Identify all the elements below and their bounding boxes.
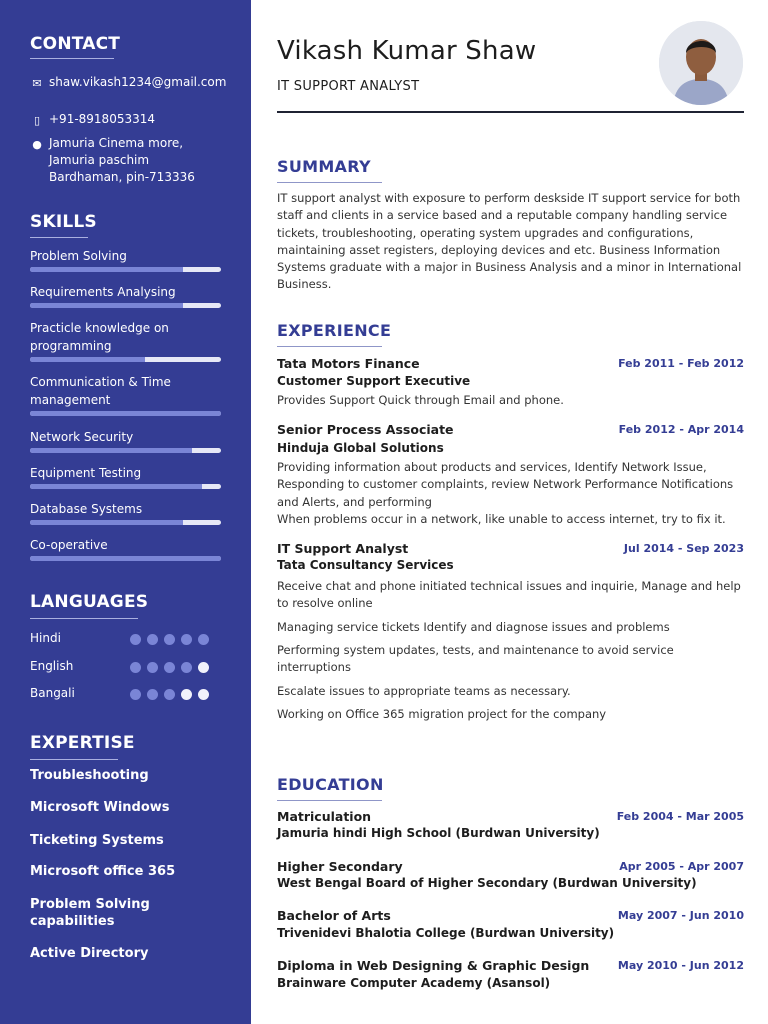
- contact-address-text: Jamuria Cinema more, Jamuria paschim Bardhaman, pin-713336: [49, 136, 195, 184]
- education-dates: Apr 2005 - Apr 2007: [619, 860, 744, 873]
- rating-dot-filled: [164, 689, 175, 700]
- job-dates: Feb 2012 - Apr 2014: [618, 423, 744, 436]
- rating-dot-filled: [130, 634, 141, 645]
- profile-photo: [659, 21, 743, 105]
- candidate-name: Vikash Kumar Shaw: [277, 36, 537, 66]
- skill-bar: [30, 520, 221, 525]
- language-label: Hindi: [30, 631, 61, 645]
- skill-bar-fill: [30, 556, 221, 561]
- job-detail: When problems occur in a network, like unable to access internet, try to fix it.: [277, 512, 726, 526]
- skills-heading: SKILLS: [30, 212, 97, 232]
- skill-item: [30, 428, 222, 453]
- skill-label: Practicle knowledge on programming: [30, 321, 169, 353]
- job-title: Tata Motors Finance: [277, 356, 420, 371]
- language-rating: [130, 689, 215, 703]
- experience-heading: EXPERIENCE: [277, 321, 392, 340]
- skills-heading-rule: [30, 237, 88, 238]
- language-row: [30, 659, 225, 677]
- summary-heading: SUMMARY: [277, 157, 371, 176]
- expertise-item: Ticketing Systems: [30, 833, 164, 848]
- expertise-item: Microsoft office 365: [30, 864, 176, 879]
- job-company: Customer Support Executive: [277, 374, 471, 388]
- rating-dot-filled: [130, 689, 141, 700]
- skill-label: Network Security: [30, 430, 134, 444]
- expertise-item: Microsoft Windows: [30, 800, 170, 815]
- skill-bar-fill: [30, 411, 221, 416]
- language-label: English: [30, 659, 74, 673]
- rating-dot-filled: [147, 634, 158, 645]
- skill-label: Communication & Time management: [30, 375, 171, 407]
- contact-phone-text[interactable]: +91-8918053314: [49, 112, 156, 126]
- profile-photo-icon: [659, 21, 743, 105]
- language-row: [30, 631, 225, 649]
- skill-label: Requirements Analysing: [30, 285, 176, 299]
- job-detail: Managing service tickets Identify and diagnose issues and problems: [277, 620, 670, 634]
- education-degree: Matriculation: [277, 809, 372, 824]
- skill-bar-fill: [30, 520, 183, 525]
- rating-dot-empty: [198, 662, 209, 673]
- skill-bar-fill: [30, 303, 183, 308]
- contact-email: [30, 74, 230, 108]
- skill-item: [30, 464, 222, 489]
- education-dates: May 2010 - Jun 2012: [617, 959, 744, 972]
- education-dates: May 2007 - Jun 2010: [617, 909, 744, 922]
- job-detail: Providing information about products and services, Identify Network Issue, Responding to customer complaints, review Network Performance Notifications and Alerts, and performing: [277, 460, 734, 509]
- languages-heading-rule: [30, 618, 138, 619]
- contact-heading-rule: [30, 58, 114, 59]
- location-pin-icon: ●: [32, 138, 42, 151]
- main-content: [251, 0, 768, 1024]
- education-degree: Diploma in Web Designing & Graphic Design: [277, 958, 590, 973]
- education-degree: Higher Secondary: [277, 859, 403, 874]
- job-company: Tata Consultancy Services: [277, 558, 454, 572]
- contact-email-text[interactable]: shaw.vikash1234@gmail.com: [49, 75, 227, 89]
- rating-dot-empty: [181, 689, 192, 700]
- language-label: Bangali: [30, 686, 75, 700]
- expertise-heading-rule: [30, 759, 118, 760]
- rating-dot-filled: [147, 689, 158, 700]
- skill-bar-fill: [30, 267, 183, 272]
- job-detail: Provides Support Quick through Email and phone.: [277, 393, 564, 407]
- skill-item: [30, 319, 222, 362]
- rating-dot-filled: [181, 634, 192, 645]
- rating-dot-filled: [164, 634, 175, 645]
- skill-label: Database Systems: [30, 502, 143, 516]
- skill-bar: [30, 303, 221, 308]
- skill-item: [30, 247, 222, 272]
- expertise-item: Active Directory: [30, 946, 149, 961]
- expertise-heading: EXPERTISE: [30, 733, 135, 753]
- education-heading-rule: [277, 800, 382, 801]
- contact-phone: [30, 111, 230, 128]
- skill-label: Equipment Testing: [30, 466, 142, 480]
- rating-dot-filled: [198, 634, 209, 645]
- language-row: [30, 686, 225, 704]
- skill-item: [30, 283, 222, 308]
- languages-heading: LANGUAGES: [30, 592, 149, 612]
- rating-dot-filled: [164, 662, 175, 673]
- skill-bar: [30, 448, 221, 453]
- education-school: Trivenidevi Bhalotia College (Burdwan University): [277, 926, 615, 940]
- contact-address: [30, 135, 230, 187]
- job-detail: Performing system updates, tests, and maintenance to avoid service interruptions: [277, 643, 674, 675]
- skill-bar: [30, 357, 221, 362]
- rating-dot-filled: [147, 662, 158, 673]
- sidebar: [0, 0, 251, 1024]
- rating-dot-filled: [130, 662, 141, 673]
- phone-icon: ▯: [33, 114, 41, 127]
- skill-bar: [30, 411, 221, 416]
- skill-bar: [30, 556, 221, 561]
- candidate-role: IT SUPPORT ANALYST: [277, 79, 420, 94]
- skill-item: [30, 500, 222, 525]
- education-heading: EDUCATION: [277, 775, 384, 794]
- job-dates: Jul 2014 - Sep 2023: [623, 542, 744, 555]
- skill-bar: [30, 267, 221, 272]
- summary-text: IT support analyst with exposure to perform deskside IT support service for both staff and clients in a service based and a reputable company handling service tickets, troubleshooting, operating system upgrades and configurations, maintaining asset registers, deploying devices and etc. Business Information Systems graduate with a major in Business Analysis and a minor in International Business.: [277, 191, 742, 292]
- rating-dot-filled: [181, 662, 192, 673]
- skill-bar-fill: [30, 448, 192, 453]
- job-detail: Working on Office 365 migration project for the company: [277, 707, 607, 721]
- job-detail: Escalate issues to appropriate teams as necessary.: [277, 684, 571, 698]
- skill-item: [30, 373, 222, 416]
- experience-heading-rule: [277, 346, 382, 347]
- education-school: Jamuria hindi High School (Burdwan University): [277, 826, 600, 840]
- skill-label: Problem Solving: [30, 249, 127, 263]
- education-school: West Bengal Board of Higher Secondary (Burdwan University): [277, 876, 697, 890]
- expertise-item: Troubleshooting: [30, 768, 149, 783]
- language-rating: [130, 662, 215, 676]
- job-dates: Feb 2011 - Feb 2012: [618, 357, 744, 370]
- skill-bar: [30, 484, 221, 489]
- education-dates: Feb 2004 - Mar 2005: [616, 810, 744, 823]
- job-title: IT Support Analyst: [277, 541, 409, 556]
- education-degree: Bachelor of Arts: [277, 908, 391, 923]
- summary-heading-rule: [277, 182, 382, 183]
- expertise-item: Problem Solving capabilities: [30, 897, 150, 929]
- education-school: Brainware Computer Academy (Asansol): [277, 976, 551, 990]
- skill-item: [30, 536, 222, 561]
- skill-bar-fill: [30, 484, 202, 489]
- contact-heading: CONTACT: [30, 34, 121, 54]
- rating-dot-empty: [198, 689, 209, 700]
- header-divider: [277, 111, 744, 113]
- job-detail: Receive chat and phone initiated technical issues and inquirie, Manage and help to resolve online: [277, 579, 741, 611]
- skill-label: Co-operative: [30, 538, 108, 552]
- envelope-icon: ✉: [32, 77, 42, 90]
- skill-bar-fill: [30, 357, 145, 362]
- job-company: Hinduja Global Solutions: [277, 441, 444, 455]
- job-title: Senior Process Associate: [277, 422, 454, 437]
- language-rating: [130, 634, 215, 648]
